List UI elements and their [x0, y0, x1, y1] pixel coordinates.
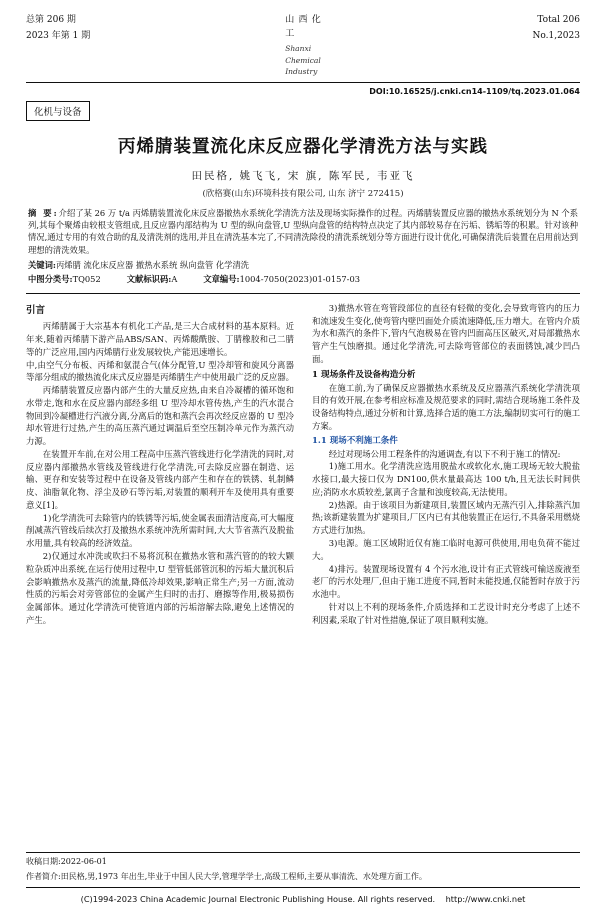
column-left — [26, 302, 294, 848]
doc-label: 文献标识码: — [126, 273, 172, 284]
header-right — [321, 14, 580, 43]
doi-line: DOI:10.16525/j.cnki.cn14-1109/tq.2023.01.064 — [369, 86, 580, 96]
page-title: 丙烯腈装置流化床反应器化学清洗方法与实践 — [118, 136, 488, 157]
paragraph: 丙烯腈属于大宗基本有机化工产品,是三大合成材料的基本原料。近年来,随着丙烯腈下游产品ABS/SAN、丙烯酸酰胺、丁腈橡胶和己二腈等的广泛应用,国内丙烯腈行业发展较快,产能迅速增长。 — [26, 321, 294, 357]
affiliation: (欣格赛(山东)环境科技有限公司, 山东 济宁 272415) — [202, 188, 404, 199]
copyright-bar — [26, 894, 580, 904]
page-header — [26, 14, 580, 78]
header-rule — [26, 82, 580, 83]
total-issue: Total 206 — [537, 15, 580, 25]
section-1-1-title: 现场不利施工条件 — [329, 435, 398, 446]
header-left — [26, 14, 285, 43]
artid-group — [203, 273, 360, 286]
keywords-text: 丙烯腈 流化床反应器 撤热水系统 纵向盘管 化学清洗 — [55, 260, 250, 271]
abstract-text: 介绍了某 26 万 t/a 丙烯腈装置流化床反应器撤热水系统化学清洗方法及现场实际操作的过程。丙烯腈装置反应器的撤热水系统划分为 N 个系列,其每个聚烯由较根支管组成,且反应器内部结构为 U 型的纵向盘管,U 型纵向盘管的结构特点决定了其内部较易存在污垢、锈垢等的积累。针对该种情况,通过专用的有效合助的乱及清洗剂的选用,并且在清洗基本完了,不同清洗除役的清洗系统划分等方面进行设计优化,可确保清洗后装置在启用前达到理想的清洗效果。 — [28, 207, 579, 255]
section-1-1-heading — [312, 435, 580, 448]
paragraph: 经过对现场公用工程条件的沟通调查,有以下不利于施工的情况: — [328, 448, 561, 459]
list-item: 1)施工用水。化学清洗应选用脱盐水或软化水,施工现场无较大脱盐水接口,最大接口仅为 DN100,供水量最高达 100 t/h,且无法长时间供应;消防水水质较差,氯离子含量和浊度较高,无法使用。 — [312, 461, 580, 497]
paragraph: 丙烯腈装置反应器内部产生的大量反应热,由来自冷凝槽的循环饱和水带走,饱和水在反应器内部经多组 U 型冷却水管传热,产生的汽水混合物回到冷凝槽进行汽液分离,分离后的饱和蒸汽会再次经反应器的 U 型冷却水管进行过热,产生的高压蒸汽通过调温后至空压制冷单元作为蒸汽动力源。 — [26, 385, 294, 447]
paragraph: 1)化学清洗可去除管内的铁锈等污垢,使金属表面清洁度高,可大幅度削减蒸汽管线后续次打及撤热水系统冲洗所需时间,大大节省蒸汽及脱盐水用量,具有较高的经济效益。 — [26, 512, 294, 549]
column-right — [312, 302, 580, 848]
article-id-label: 文章编号: — [203, 273, 240, 284]
clc-group — [28, 273, 101, 286]
copyright-text: (C)1994-2023 China Academic Journal Electronic Publishing House. All rights reserved. — [80, 893, 436, 904]
paragraph: 在装置开车前,在对公用工程高中压蒸汽管线进行化学清洗的同时,对反应器内部撤热水管线及管线进行化学清洗,可去除反应器在制造、运输、更存和安装等过程中在设备及管线内部产生和存在的铁锈、轧制鳞皮、油脂氧化物、浮尘及砂石等污垢,对装置的顺利开车及使用具有重要意义[1]。 — [26, 448, 294, 510]
body-columns — [26, 302, 580, 848]
footer-rule — [26, 852, 580, 853]
paragraph: 中,由空气分布板、丙烯和氨混合气(体分配管,U 型冷却管和旋风分离器等部分组成的撤热流化床式反应器是丙烯腈生产中使用最广泛的反应器。 — [26, 359, 294, 383]
journal-title-en: Shanxi Chemical Industry — [285, 44, 321, 77]
doc-group — [127, 273, 178, 286]
journal-title-cn: 山西化工 — [285, 15, 321, 39]
section-1-heading: 1 现场条件及设备构造分析 — [312, 369, 416, 380]
category-badge: 化机与设备 — [26, 101, 90, 121]
cnki-url[interactable]: http://www.cnki.net — [445, 893, 526, 904]
paragraph: 3)撤热水管在弯管段部位的直径有轻微的变化,会导致弯管内的压力和流速发生变化,使弯管内壁凹面处介质流速降低,压力增大。在管内介质为水和蒸汽的条件下,管内气泡极易在管内凹面高压区破灭,对局部撤热水管产生气蚀磨损。通过化学清洗,可去除弯管部位的表面锈蚀,减少凹凸面。 — [312, 302, 580, 364]
keywords-label: 关键词: — [28, 260, 56, 271]
paragraph: 针对以上不利的现场条件,介质选择和工艺设计时充分考虑了上述不利因素,采取了针对性措施,保证了项目顺利实施。 — [312, 601, 580, 625]
list-item: 3)电源。施工区域附近仅有施工临时电源可供使用,用电负荷不能过大。 — [312, 538, 580, 561]
bottom-rule — [26, 887, 580, 888]
abstract — [28, 207, 578, 257]
list-item: 2)热源。由于该项目为新建项目,装置区域内无蒸汽引入,排除蒸汽加热;该新建装置为扩建项目,厂区内已有其他装置正在运行,不具备采用燃烧方式进行加热。 — [312, 499, 580, 536]
section-1-1-number: 1.1 — [312, 435, 327, 446]
paragraph: 2)仅通过水冲洗或吹扫不易将沉积在撤热水管和蒸汽管的的较大颗粒杂质冲出系统,在运行使用过程中,U 型管低部管沉积的污垢大量沉积后会影响撤热水及蒸汽的流量,降低冷却效果,影响正常生产;另一方面,流动性质的污垢会对旁管部位的金属产生归时的击打、磨擦等作用,极易损伤金属部体。通过化学清洗可使管道内部的污垢溶解去除,避免上述情况的产生。 — [26, 551, 294, 625]
issue-date: No.1,2023 — [532, 30, 580, 41]
doc-value: A — [171, 273, 178, 284]
abstract-label: 摘 要: — [28, 207, 59, 218]
received-date: 2022-06-01 — [60, 856, 107, 866]
clc-label: 中图分类号: — [28, 273, 73, 284]
list-item: 4)排污。装置现场设置有 4 个污水池,设计有正式管线可输送废液至老厂的污水处理厂,但由于施工进度不同,暂时未能投通,仅能暂时存放于污水池中。 — [312, 563, 580, 600]
author-list: 田民格, 姚飞飞, 宋 旗, 陈军民, 韦亚飞 — [191, 169, 415, 182]
bio-line — [26, 871, 580, 883]
paragraph: 在施工前,为了确保反应器撤热水系统及反应器蒸汽系统化学清洗项目的有效开展,在参考相应标准及规范要求的同时,需结合现场施工条件及设备结构特点,通过分析和计算,选择合适的施工方法,编制切实可行的施工方案。 — [312, 382, 580, 431]
received-label: 收稿日期: — [26, 856, 61, 866]
received-line — [26, 856, 580, 868]
clc-value: TQ052 — [72, 273, 101, 284]
issue-number: 2023 年第 1 期 — [26, 30, 91, 41]
issue-total: 总第 206 期 — [26, 15, 76, 25]
bio-label: 作者简介: — [26, 872, 61, 882]
article-id-value: 1004-7050(2023)01-0157-03 — [239, 273, 361, 284]
header-center — [285, 14, 321, 78]
abstract-rule — [26, 293, 580, 294]
classification-line — [28, 273, 578, 286]
keywords-line — [28, 259, 578, 272]
bio-text: 田民格,男,1973 年出生,毕业于中国人民大学,管理学学士,高级工程师,主要从事清洗、水处理方面工作。 — [60, 872, 427, 882]
intro-heading: 引言 — [26, 304, 46, 316]
